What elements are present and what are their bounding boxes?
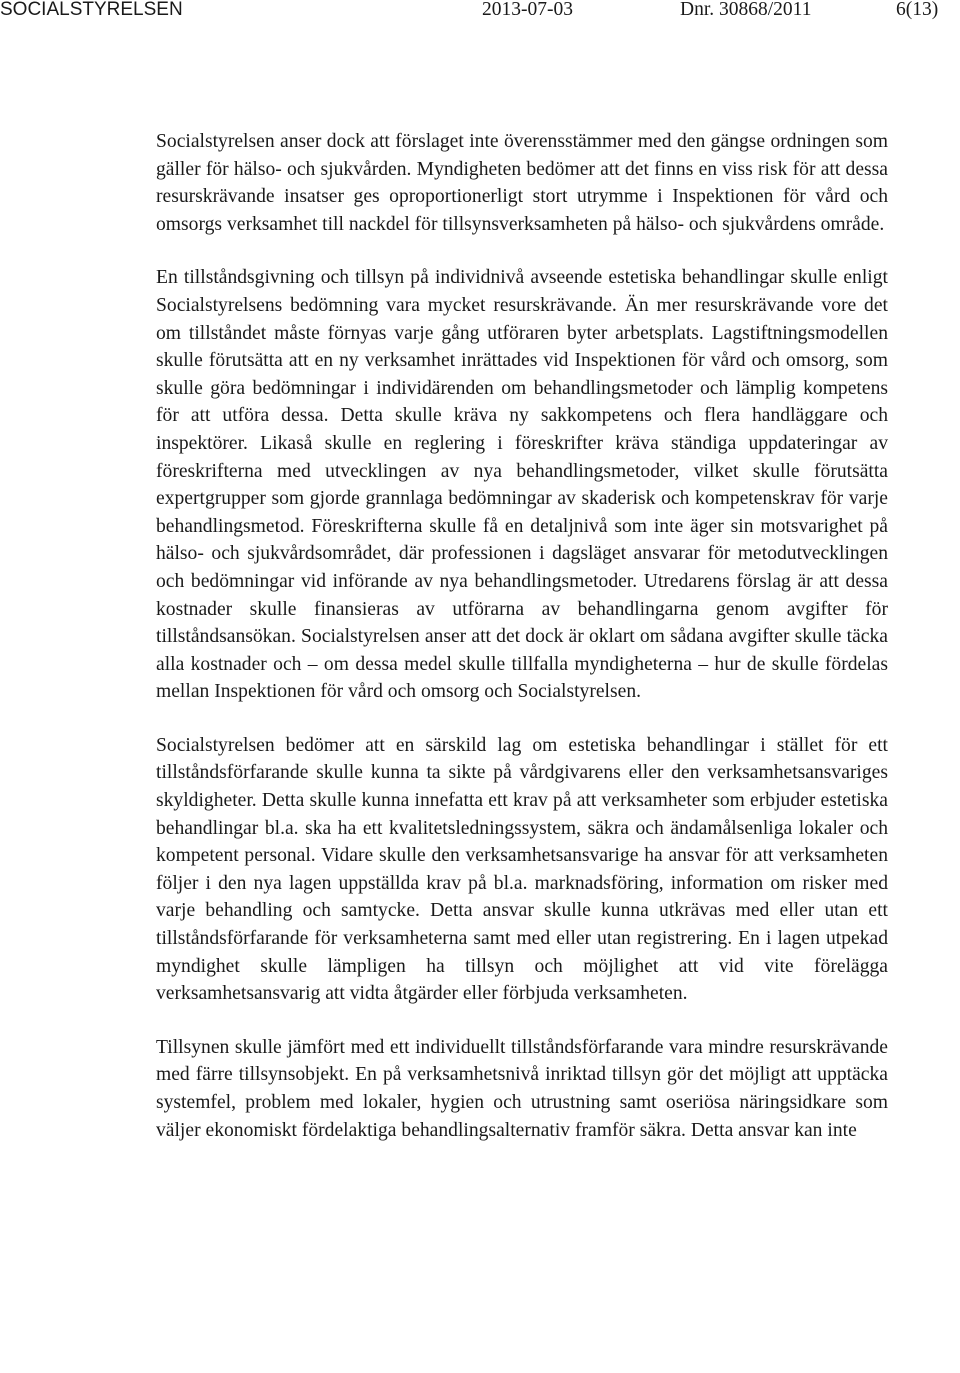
header-page-number: 6(13) bbox=[896, 0, 939, 20]
header-reference-number: Dnr. 30868/2011 bbox=[680, 0, 812, 20]
document-body bbox=[156, 128, 888, 1144]
paragraph-4: Tillsynen skulle jämfört med ett individuellt tillståndsförfarande vara mindre resurskrävande med färre tillsynsobjekt. En på verksamhetsnivå inriktad tillsyn gör det möjligt att upptäcka systemfel, problem med lokaler, hygien och utrustning samt oseriösa näringsidkare som väljer ekonomiskt fördelaktiga behandlingsalternativ framför säkra. Detta ansvar kan inte bbox=[156, 1036, 888, 1141]
paragraph-2: En tillståndsgivning och tillsyn på individnivå avseende estetiska behandlingar skulle enligt Socialstyrelsens bedömning vara mycket resurskrävande. Än mer resurskrävande vore det om tillståndet måste förnyas varje gång utföraren byter arbetsplats. Lagstiftningsmodellen skulle förutsätta att en ny verksamhet inrättades vid Inspektionen för vård och omsorg, som skulle göra bedömningar i individärenden om behandlingsmetoder och lämplig kompetens för att utföra dessa. Detta skulle kräva ny sakkompetens och flera handläggare och inspektörer. Likaså skulle en reglering i föreskrifter kräva ständiga uppdateringar av föreskrifterna med utvecklingen av nya behandlingsmetoder, vilket skulle förutsätta expertgrupper som gjorde grannlaga bedömningar av skaderisk och kompetenskrav för varje behandlingsmetod. Föreskrifterna skulle få en detaljnivå som inte äger sin motsvarighet på hälso- och sjukvårdsområdet, där professionen i dagsläget ansvarar för metodutvecklingen och bedömningar vid införande av nya behandlingsmetoder. Utredarens förslag är att dessa kostnader skulle finansieras av utförarna av behandlingarna genom avgifter för tillståndsansökan. Socialstyrelsen anser att det dock är oklart om sådana avgifter skulle täcka alla kostnader och – om dessa medel skulle tillfalla myndigheterna – hur de skulle fördelas mellan Inspektionen för vård och omsorg och Socialstyrelsen. bbox=[156, 267, 888, 703]
paragraph-3: Socialstyrelsen bedömer att en särskild lag om estetiska behandlingar i stället för ett tillståndsförfarande skulle kunna ta sikte på vårdgivarens eller den verksamhetsansvariges skyldigheter. Detta skulle kunna innefatta ett krav på att verksamheter som erbjuder estetiska behandlingar bl.a. ska ha ett kvalitetsledningssystem, säkra och ändamålsenliga lokaler och kompetent personal. Vidare skulle den verksamhetsansvarige ha ansvar för att verksamheten följer i den nya lagen uppställda krav på bl.a. marknadsföring, information om risker med varje behandling och samtycke. Detta ansvar skulle kunna utkrävas med eller utan ett tillståndsförfarande för verksamheterna samt med eller utan registrering. En i lagen utpekad myndighet skulle lämpligen ha tillsyn och möjlighet att vid vite förelägga verksamhetsansvarig att vidta åtgärder eller förbjuda verksamheten. bbox=[156, 734, 888, 1005]
header-date: 2013-07-03 bbox=[482, 0, 573, 20]
page-header bbox=[0, 0, 960, 24]
paragraph-1: Socialstyrelsen anser dock att förslaget inte överensstämmer med den gängse ordningen som gäller för hälso- och sjukvården. Myndigheten bedömer att det finns en viss risk för att dessa resurskrävande insatser ges oproportionerligt stort utrymme i Inspektionen för vård och omsorgs verksamhet till nackdel för tillsynsverksamheten på hälso- och sjukvårdens område. bbox=[156, 131, 888, 235]
header-organization: SOCIALSTYRELSEN bbox=[0, 0, 183, 20]
